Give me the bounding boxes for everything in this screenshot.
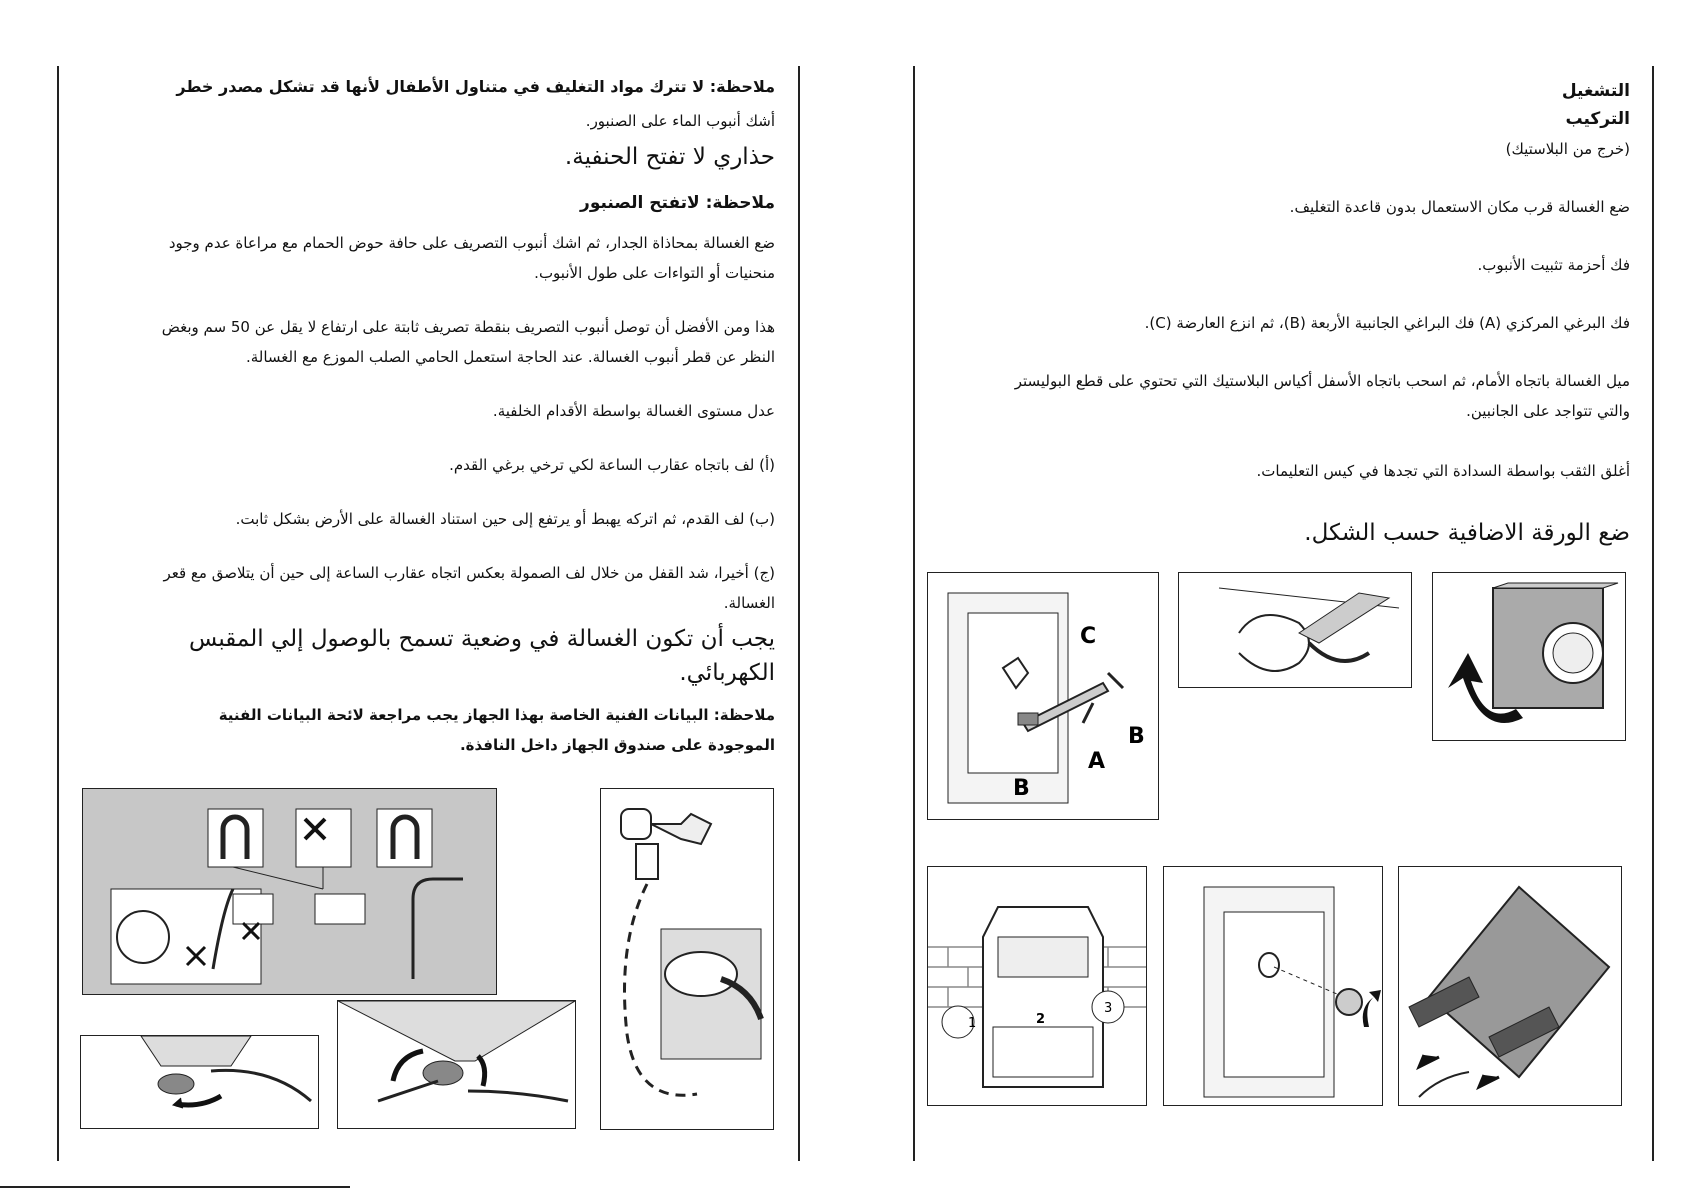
foot-adjust-illustration-2 — [338, 1001, 575, 1128]
tap-connection-illustration — [601, 789, 773, 1129]
label-2: 2 — [1036, 1012, 1046, 1027]
drain-installation-figure — [82, 788, 497, 995]
foot-adjust-illustration-1 — [81, 1036, 318, 1128]
paragraph-hose-water: أشك أنبوب الماء على الصنبور. — [585, 112, 775, 130]
note-packaging: ملاحظة: لا تترك مواد التغليف في متناول الأطفال لأنها قد تشكل مصدر خطر — [176, 77, 775, 96]
machine-tilt-illustration — [1433, 573, 1625, 740]
note-tech-2: الموجودة على صندوق الجهاز داخل النافذة. — [459, 736, 775, 754]
paragraph-sheet: ضع الورقة الاضافية حسب الشكل. — [1304, 520, 1630, 546]
label-a: A — [1088, 749, 1106, 774]
left-page-text — [80, 0, 775, 760]
label-1: 1 — [968, 1016, 977, 1031]
left-margin-line — [57, 66, 59, 1161]
electric-note-1: يجب أن تكون الغسالة في وضعية تسمح بالوصول إلي المقبس — [189, 626, 775, 652]
label-b-left: B — [1013, 776, 1030, 801]
right-page-left-rule — [913, 66, 915, 1161]
back-panel-illustration — [928, 867, 1146, 1105]
note-tech-1: ملاحظة: البيانات الفنية الخاصة بهذا الجهاز يجب مراجعة لائحة البيانات الفنية — [218, 706, 775, 724]
bottom-edge-line — [0, 1186, 350, 1188]
drain-installation-illustration — [83, 789, 496, 994]
paragraph-bolts: فك أحزمة تثبيت الأنبوب. — [1477, 256, 1630, 274]
paragraph-level: عدل مستوى الغسالة بواسطة الأقدام الخلفية. — [492, 402, 775, 420]
left-page-right-rule — [798, 66, 800, 1161]
foot-adjust-figure-2 — [337, 1000, 576, 1129]
polystyrene-removal-illustration — [1399, 867, 1621, 1105]
step-c-1: (ج) أخيرا، شد القفل من خلال لف الصمولة بعكس اتجاه عقارب الساعة إلى حين أن يتلاصق مع قعر — [163, 564, 775, 582]
note-tap: ملاحظة: لاتفتح الصنبور — [580, 193, 775, 213]
strap-cut-figure — [1178, 572, 1412, 688]
polystyrene-removal-figure — [1398, 866, 1622, 1106]
foot-adjust-figure-1 — [80, 1035, 319, 1129]
paragraph-tilt-1: ميل الغسالة باتجاه الأمام، ثم اسحب باتجاه الأسفل أكياس البلاستيك التي تحتوي على قطع البوليستر — [1014, 372, 1630, 390]
back-panel-figure — [927, 866, 1147, 1106]
right-page-right-rule — [1652, 66, 1654, 1161]
hole-cap-figure — [1163, 866, 1383, 1106]
step-a: (أ) لف باتجاه عقارب الساعة لكي ترخي برغي القدم. — [449, 456, 775, 474]
title-operation: التشغيل — [1561, 81, 1630, 101]
paragraph-screws: فك البرغي المركزي (A) فك البراغي الجانبية الأربعة (B)، ثم انزع العارضة (C). — [1144, 314, 1630, 332]
machine-tilt-figure — [1432, 572, 1626, 741]
warning-tap: حذاري لا تفتح الحنفية. — [564, 144, 775, 170]
paragraph-drain-1: ضع الغسالة بمحاذاة الجدار، ثم اشك أنبوب التصريف على حافة حوض الحمام مع مراعاة عدم وجود — [168, 234, 775, 252]
paragraph-height-1: هذا ومن الأفضل أن توصل أنبوب التصريف بنقطة تصريف ثابتة على ارتفاع لا يقل عن 50 سم وبغض — [161, 318, 775, 336]
strap-cut-illustration — [1179, 573, 1411, 687]
label-3: 3 — [1104, 1001, 1113, 1016]
paragraph-close: أغلق الثقب بواسطة السدادة التي تجدها في كيس التعليمات. — [1256, 462, 1630, 480]
electric-note-2: الكهربائي. — [679, 660, 775, 686]
label-c: C — [1080, 624, 1097, 649]
paragraph-tilt-2: والتي تتواجد على الجانبين. — [1466, 402, 1630, 420]
label-b-right: B — [1128, 724, 1145, 749]
paragraph-drain-2: منحنيات أو التواءات على طول الأنبوب. — [534, 264, 775, 282]
subtitle-remove: (خرج من البلاستيك) — [1505, 140, 1630, 158]
tap-connection-figure — [600, 788, 774, 1130]
title-installation: التركيب — [1565, 109, 1630, 129]
step-b: (ب) لف القدم، ثم اتركه يهبط أو يرتفع إلى حين استناد الغسالة على الأرض بشكل ثابت. — [235, 510, 775, 528]
paragraph-height-2: النظر عن قطر أنبوب الغسالة. عند الحاجة استعمل الحامي الصلب الموزع مع الغسالة. — [245, 348, 775, 366]
screws-removal-illustration — [928, 573, 1158, 819]
step-c-2: الغسالة. — [723, 594, 775, 612]
paragraph-place: ضع الغسالة قرب مكان الاستعمال بدون قاعدة التغليف. — [1289, 198, 1630, 216]
right-page-text — [935, 0, 1630, 560]
hole-cap-illustration — [1164, 867, 1382, 1105]
screws-removal-figure — [927, 572, 1159, 820]
